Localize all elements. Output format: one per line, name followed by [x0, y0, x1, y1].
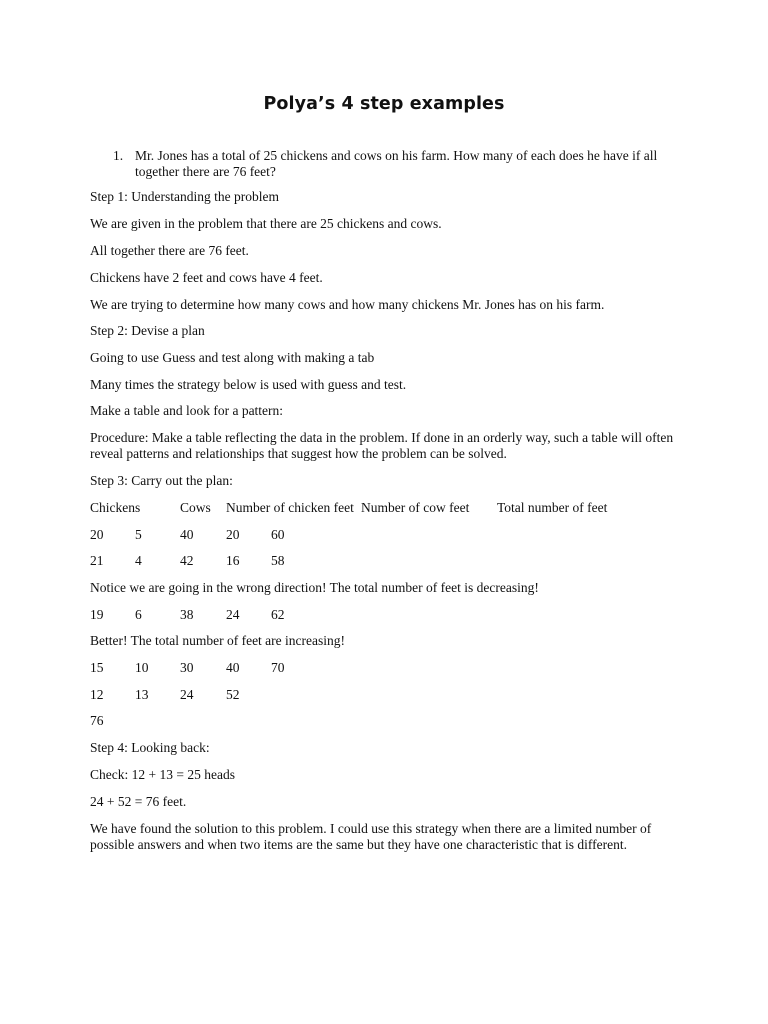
- step1-line: All together there are 76 feet.: [90, 243, 249, 258]
- table-header: Total number of feet: [497, 500, 608, 515]
- procedure-text: Procedure: Make a table reflecting the data in the problem. If done in an orderly way, such a table will often reveal patterns and relationships that suggest how the problem can be solved.: [90, 430, 674, 461]
- table-cell: 5: [135, 527, 142, 542]
- table-cell: 15: [90, 660, 104, 675]
- table-cell: 62: [271, 607, 285, 622]
- table-row: [0, 687, 768, 703]
- table-header: Chickens: [90, 500, 141, 515]
- table-header: Cows: [180, 500, 211, 515]
- step1-line: We are trying to determine how many cows and how many chickens Mr. Jones has on his farm.: [90, 297, 605, 312]
- table-row: [0, 527, 768, 543]
- step2-line: Many times the strategy below is used with guess and test.: [90, 377, 407, 392]
- step3-heading: Step 3: Carry out the plan:: [90, 473, 233, 488]
- table-cell: 19: [90, 607, 104, 622]
- table-cell: 10: [135, 660, 149, 675]
- table-row: [0, 660, 768, 676]
- table-cell: 12: [90, 687, 104, 702]
- table-cell: 6: [135, 607, 142, 622]
- table-row: [0, 553, 768, 569]
- step1-line: Chickens have 2 feet and cows have 4 feet.: [90, 270, 323, 285]
- table-cell: 16: [226, 553, 240, 568]
- table-cell: 20: [90, 527, 104, 542]
- page-title: Polya’s 4 step examples: [263, 94, 505, 114]
- question-text: Mr. Jones has a total of 25 chickens and cows on his farm. How many of each does he have if all together there are 76 feet?: [135, 148, 658, 179]
- step2-heading: Step 2: Devise a plan: [90, 323, 205, 338]
- table-cell: 38: [180, 607, 194, 622]
- table-cell: 30: [180, 660, 194, 675]
- table-cell: 20: [226, 527, 240, 542]
- table-cell: 40: [226, 660, 240, 675]
- table-cell: 24: [226, 607, 240, 622]
- step4-heading: Step 4: Looking back:: [90, 740, 210, 755]
- question-number: 1.: [113, 148, 124, 163]
- table-cell: 60: [271, 527, 285, 542]
- step1-heading: Step 1: Understanding the problem: [90, 189, 279, 204]
- step2-line: Make a table and look for a pattern:: [90, 403, 284, 418]
- step1-line: We are given in the problem that there are 25 chickens and cows.: [90, 216, 442, 231]
- table-header: Number of cow feet: [361, 500, 470, 515]
- check-feet: 24 + 52 = 76 feet.: [90, 794, 187, 809]
- table-cell: 21: [90, 553, 104, 568]
- table-cell: 42: [180, 553, 194, 568]
- table-cell: 52: [226, 687, 240, 702]
- note-wrong-direction: Notice we are going in the wrong direction! The total number of feet is decreasing!: [90, 580, 539, 595]
- table-cell: 4: [135, 553, 142, 568]
- table-header: Number of chicken feet: [226, 500, 354, 515]
- table-cell: 70: [271, 660, 285, 675]
- trailing-value: 76: [90, 713, 104, 728]
- note-better: Better! The total number of feet are increasing!: [90, 633, 346, 648]
- table-cell: 58: [271, 553, 285, 568]
- table-row: [0, 607, 768, 623]
- table-header-row: [0, 500, 768, 516]
- conclusion-text: We have found the solution to this problem. I could use this strategy when there are a limited number of possible answers and when two items are the same but they have one characteristic that is different.: [90, 821, 652, 852]
- step2-line: Going to use Guess and test along with making a tab: [90, 350, 375, 365]
- table-cell: 13: [135, 687, 149, 702]
- table-cell: 24: [180, 687, 194, 702]
- check-heads: Check: 12 + 13 = 25 heads: [90, 767, 235, 782]
- table-cell: 40: [180, 527, 194, 542]
